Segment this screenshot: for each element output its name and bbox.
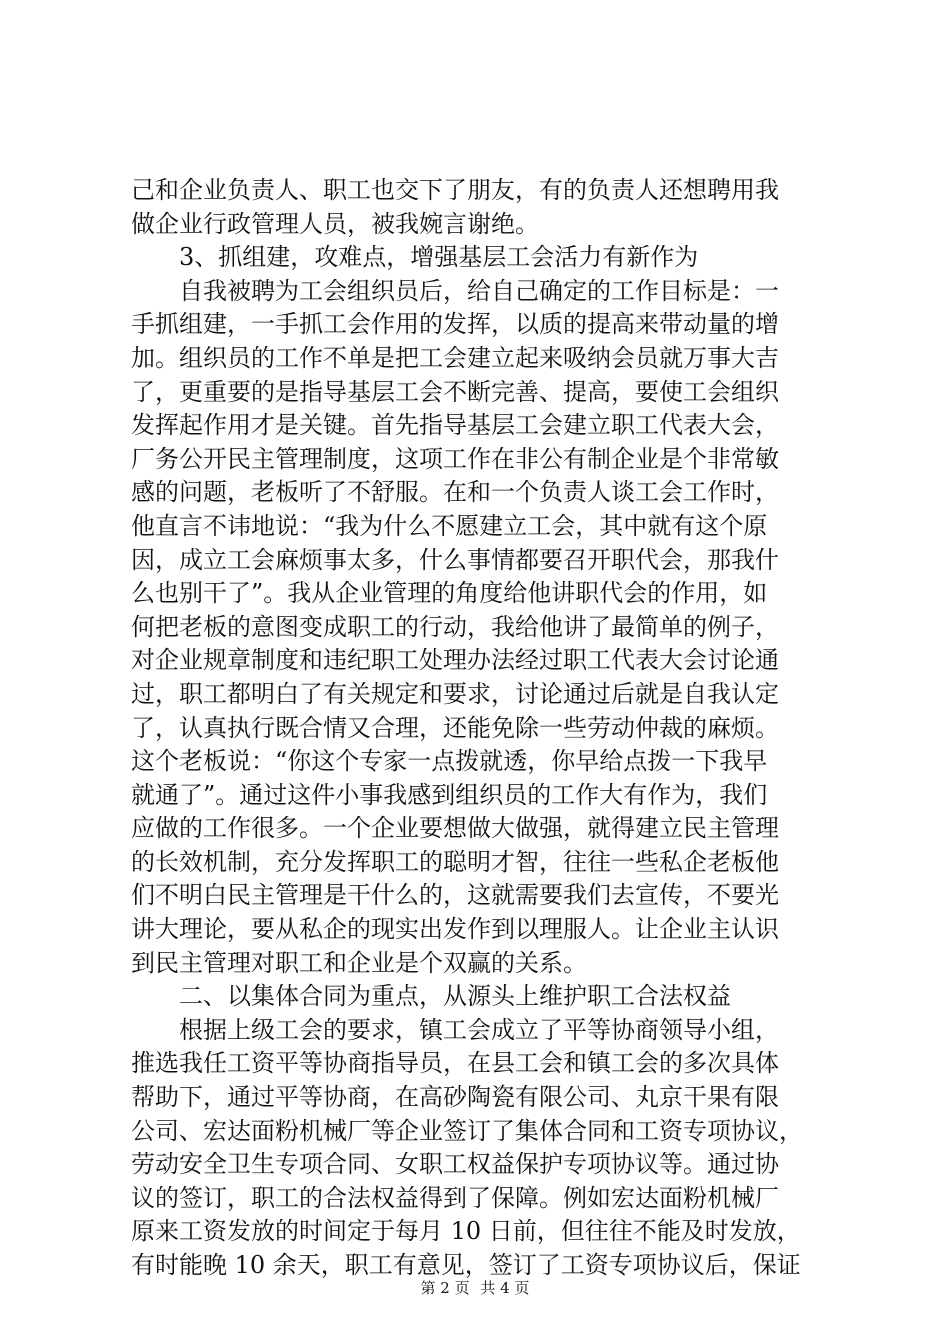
text-line: 过，职工都明白了有关规定和要求，讨论通过后就是自我认定	[131, 679, 779, 708]
document-body	[131, 174, 831, 1283]
text-line: 有时能晚 10 余天，职工有意见，签订了工资专项协议后，保证	[131, 1251, 801, 1279]
text-line: 二、以集体合同为重点，从源头上维护职工合法权益	[179, 982, 731, 1011]
text-line: 己和企业负责人、职工也交下了朋友，有的负责人还想聘用我	[131, 176, 779, 204]
text-line: 3、抓组建，攻难点，增强基层工会活力有新作为	[179, 243, 699, 272]
text-line: 的长效机制，充分发挥职工的聪明才智，往往一些私企老板他	[131, 847, 779, 876]
text-line: 他直言不讳地说：“我为什么不愿建立工会，其中就有这个原	[131, 511, 768, 540]
page-number: 第 2 页	[420, 1279, 470, 1297]
text-line: 了，认真执行既合情又合理，还能免除一些劳动仲裁的麻烦。	[131, 713, 779, 742]
text-line: 到民主管理对职工和企业是个双赢的关系。	[131, 948, 587, 977]
text-line: 了，更重要的是指导基层工会不断完善、提高，要使工会组织	[131, 377, 779, 406]
text-line: 劳动安全卫生专项合同、女职工权益保护专项协议等。通过协	[131, 1150, 779, 1179]
text-line: 么也别干了”。我从企业管理的角度给他讲职代会的作用，如	[131, 579, 768, 608]
text-line: 根据上级工会的要求，镇工会成立了平等协商领导小组，	[179, 1015, 779, 1044]
text-line: 对企业规章制度和违纪职工处理办法经过职工代表大会讨论通	[131, 646, 779, 675]
text-line: 就通了”。通过这件小事我感到组织员的工作大有作为，我们	[131, 780, 768, 809]
text-line: 厂务公开民主管理制度，这项工作在非公有制企业是个非常敏	[131, 444, 779, 473]
text-line: 手抓组建，一手抓工会作用的发挥，以质的提高来带动量的增	[131, 310, 779, 339]
text-line: 这个老板说：“你这个专家一点拨就透，你早给点拨一下我早	[131, 747, 768, 776]
text-line: 因，成立工会麻烦事太多，什么事情都要召开职代会，那我什	[131, 545, 779, 574]
text-line: 原来工资发放的时间定于每月 10 日前，但往往不能及时发放，	[131, 1217, 801, 1246]
text-line: 应做的工作很多。一个企业要想做大做强，就得建立民主管理	[131, 814, 779, 843]
page-footer	[0, 1278, 950, 1298]
page-total: 共 4 页	[480, 1279, 530, 1297]
text-line: 发挥起作用才是关键。首先指导基层工会建立职工代表大会，	[131, 411, 779, 440]
text-line: 议的签订，职工的合法权益得到了保障。例如宏达面粉机械厂	[131, 1183, 779, 1212]
text-line: 做企业行政管理人员，被我婉言谢绝。	[131, 209, 539, 238]
text-line: 推选我任工资平等协商指导员，在县工会和镇工会的多次具体	[131, 1049, 779, 1078]
text-line: 自我被聘为工会组织员后，给自己确定的工作目标是：一	[179, 276, 779, 305]
text-line: 们不明白民主管理是干什么的，这就需要我们去宣传，不要光	[131, 881, 779, 910]
text-line: 讲大理论，要从私企的现实出发作到以理服人。让企业主认识	[131, 915, 779, 944]
text-line: 加。组织员的工作不单是把工会建立起来吸纳会员就万事大吉	[131, 343, 779, 372]
text-line: 帮助下，通过平等协商，在高砂陶瓷有限公司、丸京干果有限	[131, 1083, 779, 1112]
text-line: 公司、宏达面粉机械厂等企业签订了集体合同和工资专项协议，	[131, 1116, 803, 1145]
text-line: 何把老板的意图变成职工的行动，我给他讲了最简单的例子，	[131, 612, 779, 641]
text-line: 感的问题，老板听了不舒服。在和一个负责人谈工会工作时，	[131, 478, 779, 507]
